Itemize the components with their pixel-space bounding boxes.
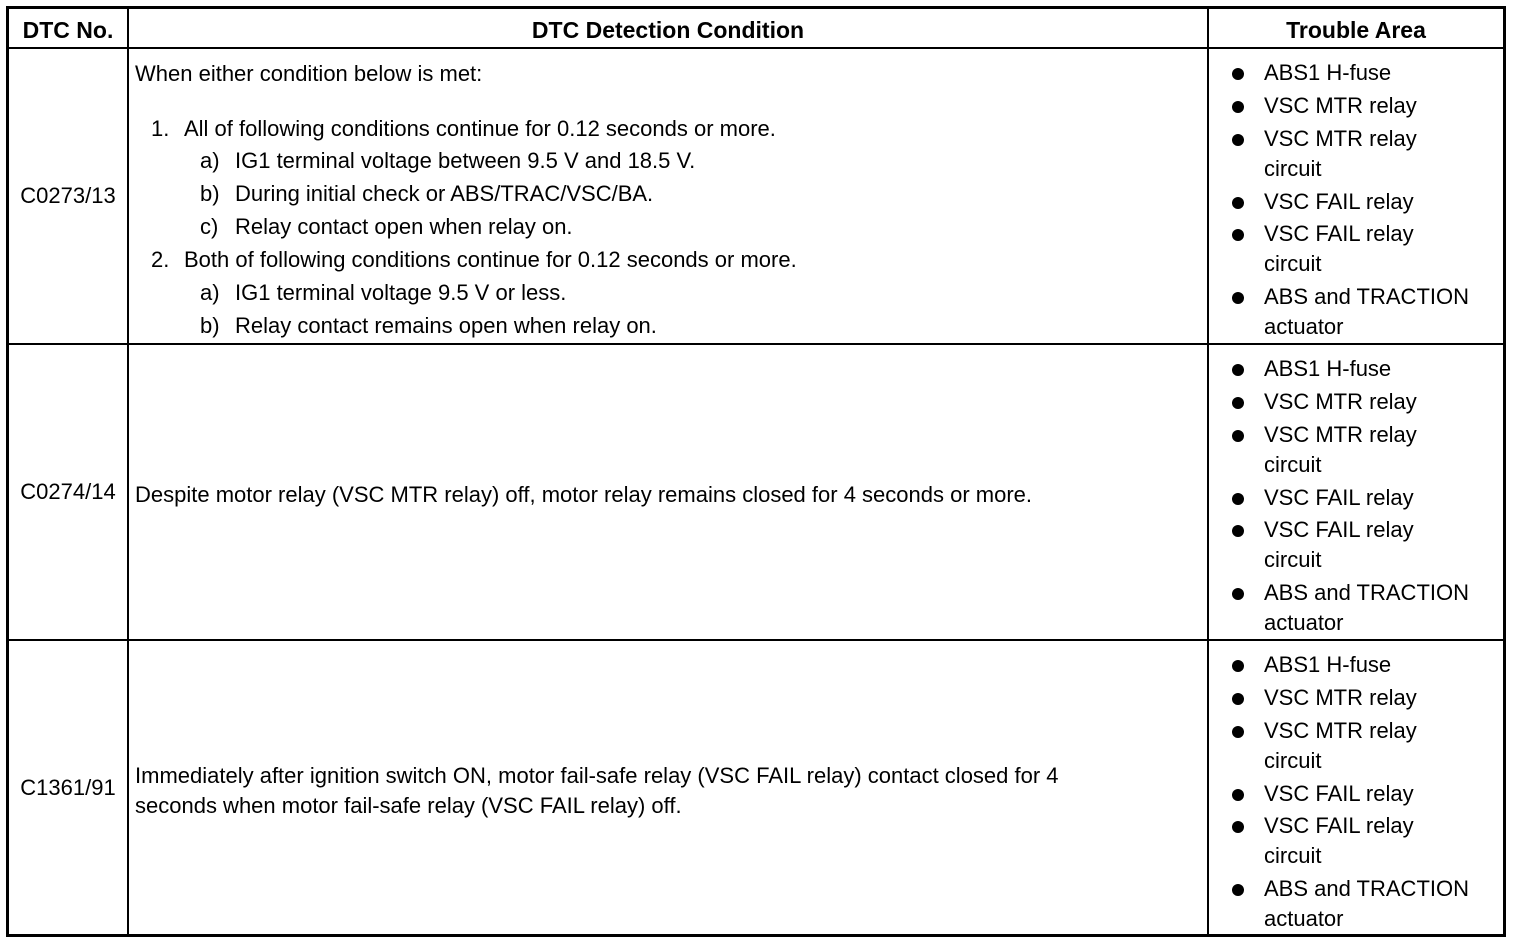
- trouble-area-list: ABS1 H-fuse VSC MTR relay VSC MTR relay circuit VSC FAIL relay VSC FAIL relay circuit ABS and TRACTION actuator: [1229, 345, 1503, 639]
- header-dtc-no: DTC No.: [22, 17, 114, 43]
- dtc-code: C1361/91: [20, 774, 116, 800]
- bullet-icon: [1232, 660, 1244, 672]
- bullet-icon: [1232, 397, 1244, 409]
- bullet-icon: [1232, 197, 1244, 209]
- condition-text: Despite motor relay (VSC MTR relay) off, motor relay remains closed for 4 seconds or more.: [135, 482, 1033, 507]
- condition-sub-text: Relay contact open when relay on.: [235, 214, 573, 239]
- detection-condition: [135, 345, 1201, 639]
- bullet-icon: [1232, 134, 1244, 146]
- condition-sub-text: Relay contact remains open when relay on.: [235, 313, 657, 338]
- condition-text: Immediately after ignition switch ON, motor fail-safe relay (VSC FAIL relay) contact closed for 4: [135, 763, 1059, 788]
- bullet-icon: [1232, 884, 1244, 896]
- bullet-icon: [1232, 68, 1244, 80]
- bullet-icon: [1232, 292, 1244, 304]
- condition-sub-label: b): [200, 181, 220, 206]
- trouble-area-list: ABS1 H-fuse VSC MTR relay VSC MTR relay circuit VSC FAIL relay VSC FAIL relay circuit ABS and TRACTION actuator: [1229, 49, 1503, 343]
- table-row: [9, 345, 1503, 641]
- bullet-icon: [1232, 726, 1244, 738]
- condition-text: seconds when motor fail-safe relay (VSC FAIL relay) off.: [135, 793, 682, 818]
- bullet-icon: [1232, 229, 1244, 241]
- header-detection-condition: DTC Detection Condition: [531, 17, 805, 43]
- condition-sub-label: c): [200, 214, 219, 239]
- detection-condition: [135, 641, 1201, 934]
- dtc-code: C0274/14: [20, 479, 116, 504]
- bullet-icon: [1232, 789, 1244, 801]
- bullet-icon: [1232, 493, 1244, 505]
- condition-sub-label: a): [200, 280, 220, 305]
- table-row: [9, 641, 1503, 934]
- bullet-icon: [1232, 364, 1244, 376]
- condition-intro: When either condition below is met:: [135, 61, 483, 86]
- condition-sub-text: IG1 terminal voltage 9.5 V or less.: [235, 280, 567, 305]
- bullet-icon: [1232, 693, 1244, 705]
- bullet-icon: [1232, 525, 1244, 537]
- bullet-icon: [1232, 821, 1244, 833]
- condition-sub-label: b): [200, 313, 220, 338]
- header-trouble-area: Trouble Area: [1286, 17, 1426, 43]
- condition-item-number: 1.: [151, 116, 170, 141]
- bullet-icon: [1232, 101, 1244, 113]
- detection-condition: [135, 49, 1201, 343]
- bullet-icon: [1232, 430, 1244, 442]
- trouble-area-list: ABS1 H-fuse VSC MTR relay VSC MTR relay circuit VSC FAIL relay VSC FAIL relay circuit ABS and TRACTION actuator: [1229, 641, 1503, 934]
- dtc-code: C0273/13: [20, 183, 116, 208]
- bullet-icon: [1232, 588, 1244, 600]
- condition-sub-label: a): [200, 148, 220, 173]
- table-row: [9, 49, 1503, 345]
- condition-sub-text: IG1 terminal voltage between 9.5 V and 18.5 V.: [235, 148, 696, 173]
- table-header: [9, 9, 1503, 49]
- condition-item-number: 2.: [151, 247, 170, 272]
- condition-sub-text: During initial check or ABS/TRAC/VSC/BA.: [235, 181, 654, 206]
- dtc-table: [6, 6, 1506, 937]
- condition-item-text: Both of following conditions continue for 0.12 seconds or more.: [184, 247, 797, 272]
- condition-item-text: All of following conditions continue for 0.12 seconds or more.: [184, 116, 776, 141]
